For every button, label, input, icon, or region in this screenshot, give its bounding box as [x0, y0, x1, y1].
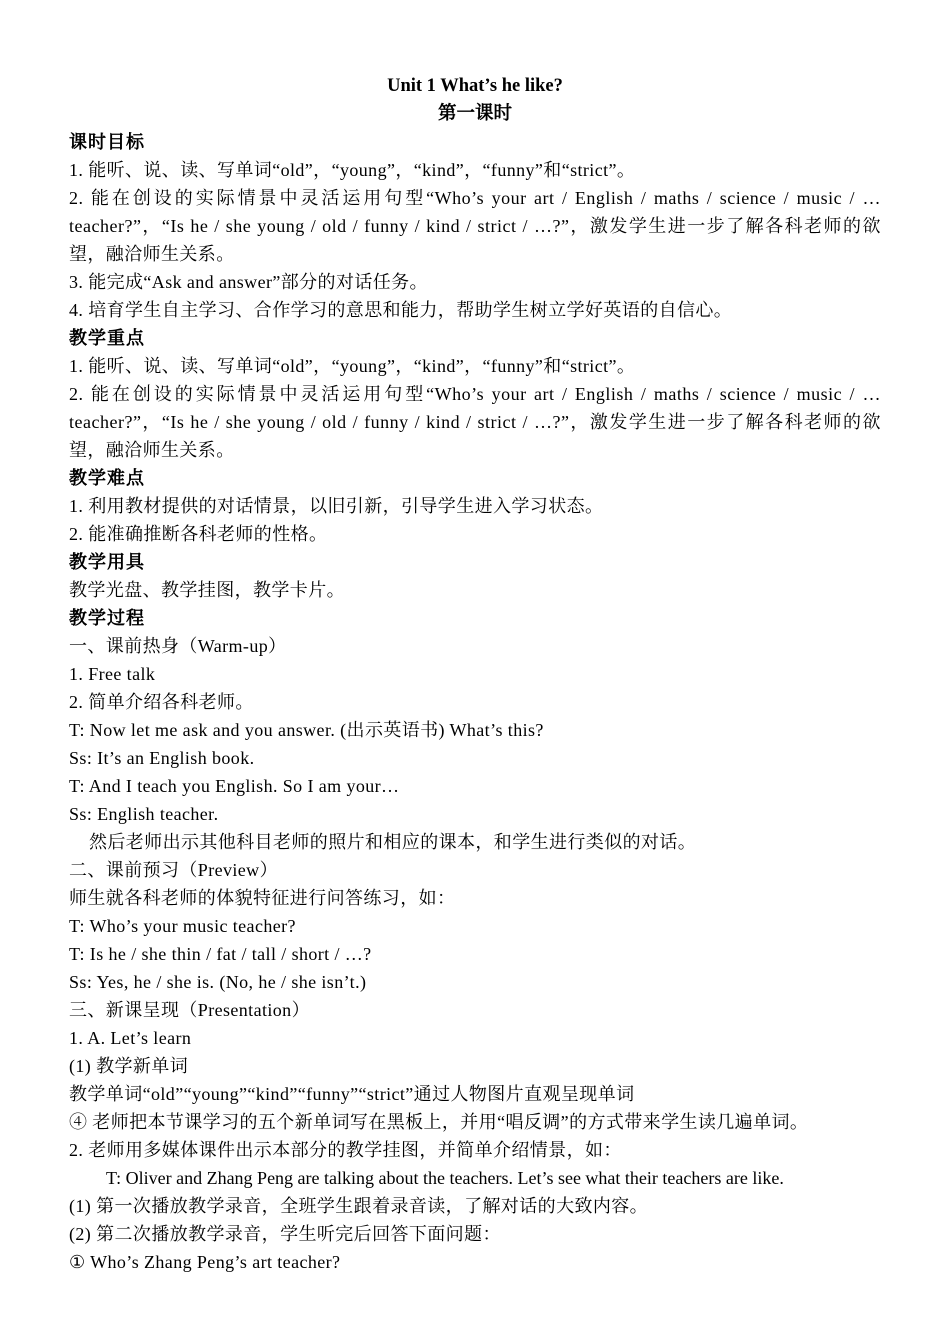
text-line: T: And I teach you English. So I am your…: [69, 776, 400, 796]
text-line: 师生就各科老师的体貌特征进行问答练习，如：: [69, 888, 456, 908]
text-line: T: Now let me ask and you answer. (出示英语书) What’s this?: [69, 720, 544, 740]
text-line: teacher?”，“Is he / she young / old / funny / kind / strict / …?”，激发学生进一步了解各科老师的欲: [69, 216, 881, 236]
text-line: 1. 能听、说、读、写单词“old”，“young”，“kind”，“funny”和“strict”。: [69, 160, 636, 180]
text-line: ④ 老师把本节课学习的五个新单词写在黑板上，并用“唱反调”的方式带来学生读几遍单词。: [69, 1112, 809, 1132]
text-line: (1) 第一次播放教学录音，全班学生跟着录音读，了解对话的大致内容。: [69, 1196, 649, 1216]
text-line: 教学单词“old”“young”“kind”“funny”“strict”通过人物图片直观呈现单词: [69, 1084, 635, 1104]
text-line: 2. 老师用多媒体课件出示本部分的教学挂图，并简单介绍情景，如：: [69, 1140, 622, 1160]
text-line: 2. 能在创设的实际情景中灵活运用句型“Who’s your art / English / maths / science / music / …: [69, 188, 881, 208]
text-line: 教学光盘、教学挂图，教学卡片。: [69, 580, 345, 600]
text-line: Ss: Yes, he / she is. (No, he / she isn’t.): [69, 972, 367, 992]
text-line: 望，融洽师生关系。: [69, 244, 235, 264]
text-line: T: Oliver and Zhang Peng are talking about the teachers. Let’s see what their teachers are like.: [106, 1168, 784, 1188]
text-line: (2) 第二次播放教学录音，学生听完后回答下面问题：: [69, 1224, 501, 1244]
text-line: 然后老师出示其他科目老师的照片和相应的课本，和学生进行类似的对话。: [89, 832, 697, 852]
text-line: 1. Free talk: [69, 664, 156, 684]
text-line: 3. 能完成“Ask and answer”部分的对话任务。: [69, 272, 428, 292]
text-line: 1. 能听、说、读、写单词“old”，“young”，“kind”，“funny”和“strict”。: [69, 356, 636, 376]
text-line: 2. 能在创设的实际情景中灵活运用句型“Who’s your art / English / maths / science / music / …: [69, 384, 881, 404]
document-title: Unit 1 What’s he like?: [387, 76, 563, 96]
text-line: (1) 教学新单词: [69, 1056, 189, 1076]
text-line: 2. 简单介绍各科老师。: [69, 692, 254, 712]
text-line: 一、课前热身（Warm-up）: [69, 636, 287, 656]
section-heading: 教学重点: [69, 328, 145, 348]
text-line: Ss: It’s an English book.: [69, 748, 255, 768]
text-line: 4. 培育学生自主学习、合作学习的意思和能力，帮助学生树立学好英语的自信心。: [69, 300, 733, 320]
section-heading: 教学过程: [69, 608, 145, 628]
text-line: teacher?”，“Is he / she young / old / funny / kind / strict / …?”，激发学生进一步了解各科老师的欲: [69, 412, 881, 432]
section-heading: 课时目标: [69, 132, 145, 152]
text-line: 1. A. Let’s learn: [69, 1028, 192, 1048]
section-heading: 教学难点: [69, 468, 145, 488]
text-line: T: Is he / she thin / fat / tall / short / …?: [69, 944, 372, 964]
text-line: ① Who’s Zhang Peng’s art teacher?: [69, 1252, 341, 1272]
lesson-subtitle: 第一课时: [437, 104, 512, 124]
text-line: T: Who’s your music teacher?: [69, 916, 296, 936]
text-line: Ss: English teacher.: [69, 804, 219, 824]
document-body: [69, 128, 881, 1276]
text-line: 望，融洽师生关系。: [69, 440, 235, 460]
text-line: 二、课前预习（Preview）: [69, 860, 278, 880]
text-line: 1. 利用教材提供的对话情景，以旧引新，引导学生进入学习状态。: [69, 496, 604, 516]
text-line: 三、新课呈现（Presentation）: [69, 1000, 310, 1020]
text-line: 2. 能准确推断各科老师的性格。: [69, 524, 328, 544]
section-heading: 教学用具: [69, 552, 145, 572]
